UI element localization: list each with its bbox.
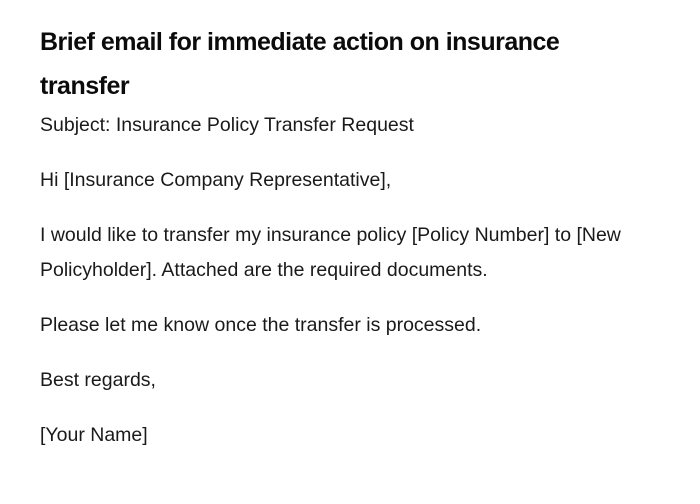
email-signature: [Your Name] xyxy=(40,424,148,446)
document-title: Brief email for immediate action on insurance transfer xyxy=(40,28,560,100)
email-subject: Subject: Insurance Policy Transfer Request xyxy=(40,114,414,136)
email-sign-off: Best regards, xyxy=(40,369,156,391)
email-greeting: Hi [Insurance Company Representative], xyxy=(40,169,392,191)
email-closing-request: Please let me know once the transfer is processed. xyxy=(40,314,482,336)
email-body: I would like to transfer my insurance policy [Policy Number] to [New Policyholder]. Attached are the required documents. xyxy=(40,224,621,281)
email-document xyxy=(40,20,650,453)
